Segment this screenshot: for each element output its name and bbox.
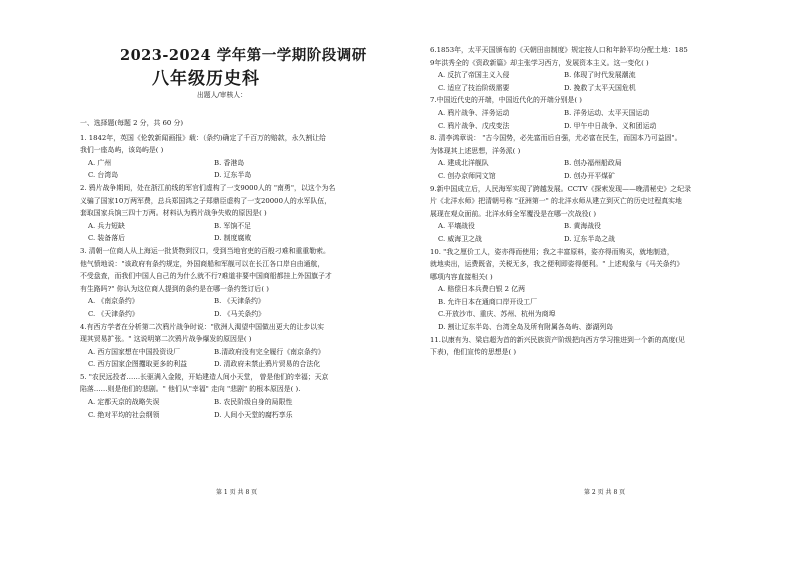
right-questions — [430, 44, 786, 359]
q10-option-d-row — [430, 321, 786, 334]
q8-option-a: A. 建成北洋舰队 — [438, 159, 489, 168]
q9-options-cd — [430, 233, 786, 246]
q1-line-2: 我们一座岛屿，该岛屿是( ) — [80, 146, 164, 155]
q5-options-ab — [80, 396, 412, 409]
q10-option-b-row — [430, 296, 786, 309]
q6-options-ab — [430, 69, 786, 82]
exam-subject: 八年级历史科 — [152, 69, 260, 89]
q5-line-1: 5. "农民远投者……长驱满入金陵，开始建造人间小天堂， 曾是他们的幸福；天京 — [80, 372, 329, 381]
q11-line-2: 下表)，他们宣传的思想是( ) — [430, 348, 517, 357]
q3-line-1: 3. 清朝一位商人从上海运一批货物到汉口，受到当地官吏的百般刁难和重重勒索。 — [80, 246, 330, 255]
q10-line-3: 哪项内容直接相关( ) — [430, 272, 493, 281]
q1-options-cd — [80, 169, 412, 182]
q8-options-ab — [430, 157, 786, 170]
q8-option-c: C. 创办京师同文馆 — [438, 171, 496, 180]
q4-option-b: B.清政府没有完全履行《南京条约》 — [214, 347, 325, 356]
q8-line-1: 8. 清李鸿章说： "古今国势，必先富而后自强，尤必富在民生，而国本乃可益固"。 — [430, 134, 682, 143]
q5-line-2: 陷落……则是他们的悲剧。" 他们从"幸福" 走向 "悲剧" 的根本原因是( ). — [80, 385, 301, 394]
q3-option-a: A. 《南京条约》 — [88, 297, 139, 306]
q10-option-a-row — [430, 283, 786, 296]
q6-option-d: D. 挽救了太平天国危机 — [564, 83, 636, 92]
q9-option-b: B. 黄海战役 — [564, 222, 602, 231]
q4-options-cd — [80, 358, 412, 371]
q1-option-d: D. 辽东半岛 — [214, 171, 252, 180]
q2-option-a: A. 兵力短缺 — [88, 221, 125, 230]
q9-line-1: 9.新中国成立后，人民海军实现了跨越发展。CCTV《探索发现——晚清秘史》之纪录 — [430, 184, 691, 193]
left-questions — [80, 117, 412, 421]
right-page-number: 第 2 页 共 8 页 — [584, 489, 626, 496]
q6-option-b: B. 体现了时代发展潮流 — [564, 71, 636, 80]
q1-option-c: C. 台湾岛 — [88, 171, 119, 180]
q1-option-b: B. 香港岛 — [214, 158, 245, 167]
q9-option-d: D. 辽东半岛之战 — [564, 234, 616, 243]
q3-options-ab — [80, 295, 412, 308]
q10-line-1: 10. "我之厘价工人，姿亦得而使用；我之丰富原料，姿亦得而购买，就地制造， — [430, 247, 674, 256]
q6-line-1: 6.1853年，太平天国颁布的《天朝田亩制度》规定按人口和年龄平均分配土地：185 — [430, 46, 688, 54]
q4-option-a: A. 西方国家想在中国投资设厂 — [88, 347, 181, 356]
q7-line-1: 7.中国近代史的开端，中国近代化的开端分别是( ) — [430, 96, 582, 105]
q7-option-d: D. 甲午中日战争、义和团运动 — [564, 121, 657, 130]
q4-option-d: D. 清政府未禁止鸦片贸易的合法化 — [214, 360, 321, 369]
q2-line-2: 义骗了国家10万两军费，总兵郑国鸿之子郑鼎臣虚构了一支20000人的水军队伍， — [80, 196, 332, 205]
q4-options-ab — [80, 346, 412, 359]
q9-options-ab — [430, 220, 786, 233]
q5-options-cd — [80, 409, 412, 422]
q8-options-cd — [430, 170, 786, 183]
q7-option-b: B. 洋务运动、太平天国运动 — [564, 108, 650, 117]
q6-option-c: C. 适应了技治阶级需要 — [438, 83, 510, 92]
q3-line-2: 他气愤地说："该政府有条约规定，外国商船和军舰可以在长江各口岸自由通航， — [80, 259, 325, 268]
q10-option-a: A. 赔偿日本兵费白银 2 亿两 — [438, 285, 526, 294]
q2-line-3: 套取国家兵饷三四十万两。材料认为鸦片战争失败的原因是( ) — [80, 209, 267, 218]
q1-option-a: A. 广州 — [88, 158, 112, 167]
section-heading: 一、选择题(每题 2 分，共 60 分) — [80, 119, 184, 127]
q6-line-2: 9年洪秀全的《资政新篇》却主张学习西方，发展资本主义。这一变化( ) — [430, 58, 649, 67]
q7-option-c: C. 鸦片战争、戊戌变法 — [438, 121, 510, 130]
q9-option-a: A. 平壤战役 — [438, 222, 475, 231]
q9-option-c: C. 威海卫之战 — [438, 234, 482, 243]
q11-line-1: 11.以康有为、梁启超为首的新兴民族资产阶级把向西方学习推进到一个新的高度(见 — [430, 335, 685, 344]
author-line: 出题人/审核人： — [197, 91, 247, 99]
q3-options-cd — [80, 308, 412, 321]
q10-option-d: D. 割让辽东半岛、台湾全岛及所有附属各岛屿、澎湖列岛 — [438, 323, 614, 332]
q9-line-3: 展现在观众面前。北洋水师全军覆没是在哪一次战役( ) — [430, 209, 597, 218]
q9-line-2: 片《北洋水师》把清朝号称 "亚洲第一" 的北洋水师从建立到灭亡的历史过程真实地 — [430, 197, 682, 206]
q6-option-a: A. 反抗了帝国主义入侵 — [438, 71, 510, 80]
q3-line-4: 有生路吗?" 你认为这位商人提到的条约是在哪一条约签订后( ) — [80, 284, 269, 293]
left-page-number: 第 1 页 共 8 页 — [216, 489, 258, 496]
q3-option-b: B. 《天津条约》 — [214, 297, 265, 306]
q3-option-c: C. 《天津条约》 — [88, 309, 139, 318]
q5-option-d: D. 人间小天堂的腐朽享乐 — [214, 410, 293, 419]
q8-option-d: D. 创办开平煤矿 — [564, 171, 616, 180]
q5-option-b: B. 农民阶级自身的局限性 — [214, 398, 293, 407]
q4-line-2: 现其贸易扩张。" 这说明第二次鸦片战争爆发的原因是( ) — [80, 335, 252, 344]
q2-options-cd — [80, 232, 412, 245]
q3-option-d: D. 《马关条约》 — [214, 309, 266, 318]
q5-option-c: C. 绝对平均的社会纲领 — [88, 410, 160, 419]
q7-options-cd — [430, 120, 786, 133]
exam-title: 2023-2024 学年第一学期阶段调研 — [120, 47, 367, 64]
q2-options-ab — [80, 220, 412, 233]
q1-line-1: 1. 1842年，英国《伦敦新闻画报》载：（条约)确定了千百万的赔款，永久割让给 — [80, 133, 327, 142]
q10-option-c: C.开放沙市、重庆、苏州、杭州为商埠 — [438, 310, 556, 319]
q2-line-1: 2. 鸦片战争期间，处在浙江前线的军官们虚构了一支9000人的 "南勇"，以这个为名 — [80, 183, 336, 192]
q2-option-b: B. 军饷不足 — [214, 221, 252, 230]
q8-line-2: 为体现其上述思想，洋务派( ) — [430, 146, 521, 155]
q5-option-a: A. 定都天京的战略失误 — [88, 398, 160, 407]
q10-option-b: B. 允许日本在通商口岸开设工厂 — [438, 297, 538, 306]
q8-option-b: B. 创办福州船政局 — [564, 159, 622, 168]
q3-line-3: 不受盘查，而我们中国人自己的为什么就不行?难道非要中国商船都挂上外国旗子才 — [80, 272, 332, 281]
q2-option-c: C. 装备落后 — [88, 234, 125, 243]
q4-option-c: C. 西方国家企图攫取更多的利益 — [88, 360, 187, 369]
q1-options-ab — [80, 157, 412, 170]
q7-option-a: A. 鸦片战争、洋务运动 — [438, 108, 510, 117]
q10-line-2: 就地卖出，运费既省，关税无多，我之便利即姿得便利。" 上述观象与《马关条约》 — [430, 260, 684, 269]
q10-option-c-row — [430, 308, 786, 321]
q7-options-ab — [430, 107, 786, 120]
q2-option-d: D. 制度腐败 — [214, 234, 252, 243]
q6-options-cd — [430, 82, 786, 95]
q4-line-1: 4.有西方学者在分析第二次鸦片战争时说："欧洲人渴望中国做出更大的让步以实 — [80, 322, 325, 331]
